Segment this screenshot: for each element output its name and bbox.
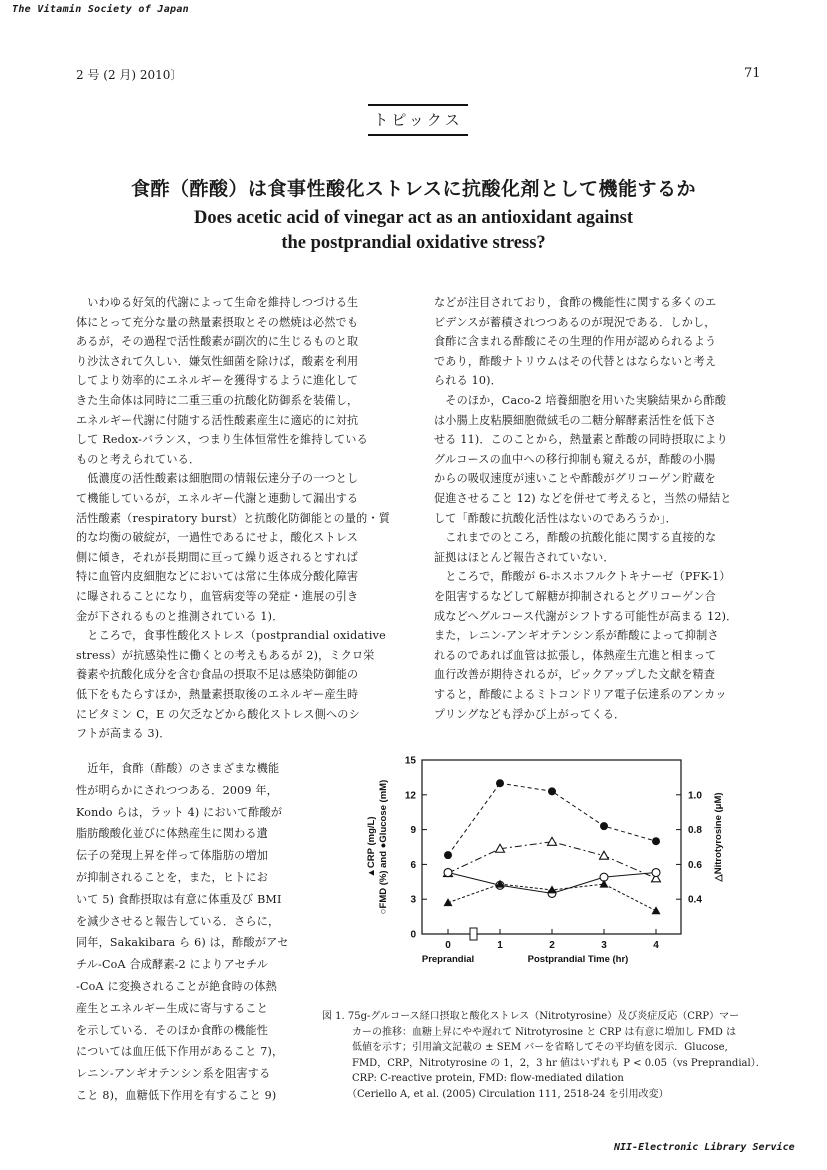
plot-frame xyxy=(422,760,681,934)
data-point-glucose xyxy=(652,837,660,845)
figure-1-chart xyxy=(360,750,730,980)
body-text-line: 食酢に含まれる酢酸にその生理的作用が認められるよう xyxy=(434,335,717,349)
body-text-line: 近年，食酢（酢酸）のさまざまな機能 xyxy=(76,762,280,775)
body-text-line: 低下をもたらすほか，熱量素摂取後のエネルギー産生時 xyxy=(76,688,359,701)
page-number: 71 xyxy=(744,66,761,81)
data-point-glucose xyxy=(600,822,608,830)
body-text-line: からの吸収速度が速いことや酢酸がグリコーゲン貯蔵を xyxy=(434,472,716,486)
data-point-crp xyxy=(444,898,453,906)
body-text-line: いて 5) 食酢摂取は有意に体重及び BMI xyxy=(76,892,282,906)
title-english-line: Does acetic acid of vinegar act as an antioxidant against xyxy=(193,208,633,228)
body-text-line: 活性酸素（respiratory burst）と抗酸化防御能との量的・質 xyxy=(76,511,391,525)
body-text-line: これまでのところ，酢酸の抗酸化能に関する直接的な xyxy=(434,531,717,545)
left-y-axis-label: ▲CRP (mg/L) xyxy=(366,816,377,878)
body-text-line: 証拠はほとんど報告されていない． xyxy=(434,550,615,564)
body-text-line: また，レニン-アンギオテンシン系が酢酸によって抑制さ xyxy=(434,629,719,643)
body-text-line: 伝子の発現上昇を伴って体脂肪の増加 xyxy=(76,849,268,863)
data-point-fmd xyxy=(444,869,452,877)
caption-line: CRP: C-reactive protein, FMD: flow-mediated dilation xyxy=(322,1073,624,1084)
left-y-tick-label: 12 xyxy=(404,790,416,802)
body-text-line: を阻害するなどして解糖が抑制されるとグリコーゲン合 xyxy=(434,590,716,603)
left-y-tick-label: 15 xyxy=(404,755,416,767)
x-tick-label: 1 xyxy=(497,940,503,951)
body-text-line: フトが高まる 3)． xyxy=(76,727,171,741)
body-text-line: いわゆる好気的代謝によって生命を維持しつづける生 xyxy=(76,296,359,309)
series-line-connector xyxy=(448,783,500,855)
body-text-line: り沙汰されて久しい．嫌気性細菌を除けば，酸素を利用 xyxy=(76,354,359,368)
body-text-line: に曝されることになり，血管病変等の発症・進展の引き xyxy=(76,590,359,603)
caption-line: 図 1. 75g-グルコース経口摂取と酸化ストレス（Nitrotyrosine）及び炎症反応（CRP）マー xyxy=(322,1011,740,1022)
body-text-line: せる 11)．このことから，熱量素と酢酸の同時摂取により xyxy=(434,433,728,447)
body-text-line: 金が下されるものと推測されている 1)． xyxy=(76,609,284,623)
body-text-line: にビタミン C，E の欠乏などから酸化ストレス側へのシ xyxy=(76,707,360,721)
body-text-line: すると，酢酸によるミトコンドリア電子伝達系のアンカッ xyxy=(434,688,727,701)
data-point-glucose xyxy=(444,851,452,859)
caption-line: （Ceriello A, et al. (2005) Circulation 111, 2518-24 を引用改変） xyxy=(322,1088,669,1100)
series-line xyxy=(500,884,656,911)
left-y-tick-label: 9 xyxy=(410,825,416,837)
x-group-label: Preprandial xyxy=(421,954,475,965)
series-line xyxy=(500,783,656,841)
society-header: The Vitamin Society of Japan xyxy=(12,4,189,15)
body-text-line: などが注目されており，食酢の機能性に関する多くのエ xyxy=(434,296,717,309)
body-text-line: 側に傾き，それが長期間に亘って繰り返されるとすれば xyxy=(76,550,358,564)
body-text-line: を示している．そのほか食酢の機能性 xyxy=(76,1023,268,1037)
right-y-tick-label: 0.6 xyxy=(688,859,702,871)
data-point-nitrotyrosine xyxy=(548,837,557,845)
x-tick-label: 3 xyxy=(601,940,607,951)
body-text-line: -CoA に変換されることが絶食時の体熱 xyxy=(76,980,277,993)
body-text-line: チル-CoA 合成酵素-2 によりアセチル xyxy=(76,958,268,972)
caption-line: カーの推移：血糖上昇にやや遅れて Nitrotyrosine と CRP は有意に増加し FMD は xyxy=(322,1026,737,1038)
body-text-line: Kondo らは，ラット 4) において酢酸が xyxy=(76,805,283,819)
right-y-tick-label: 0.4 xyxy=(688,894,702,906)
body-text-line: 血行改善が期待されるが，ピックアップした文献を精査 xyxy=(434,668,716,682)
body-text-line: については血圧低下作用があること 7)， xyxy=(76,1045,284,1059)
data-point-crp xyxy=(652,906,661,914)
data-point-glucose xyxy=(496,779,504,787)
body-text-line: 脂肪酸酸化並びに体熱産生に関わる遺 xyxy=(76,827,268,841)
right-y-axis-label: △Nitrotyrosine (μM) xyxy=(713,792,724,882)
title-english-line: the postprandial oxidative stress? xyxy=(281,233,546,253)
series-line-connector xyxy=(448,849,500,873)
body-text-line: は小腸上皮粘膜細胞微絨毛の二糖分解酵素活性を低下さ xyxy=(434,413,717,427)
axis-break-marker xyxy=(470,928,477,940)
body-text-line: 特に血管内皮細胞などにおいては常に生体成分酸化障害 xyxy=(76,570,359,584)
data-point-glucose xyxy=(548,787,556,795)
left-y-tick-label: 6 xyxy=(410,859,416,871)
body-text-line: られる 10)． xyxy=(434,374,502,388)
body-text-line: プリングなども浮かび上がってくる． xyxy=(434,707,626,721)
section-label: トピックス xyxy=(368,104,468,136)
body-text-line: エネルギー代謝に付随する活性酸素産生に適応的に対抗 xyxy=(76,413,359,427)
body-text-line: れるのであれば血管は拡張し，体熱産生亢進と相まって xyxy=(434,648,717,662)
caption-line: FMD，CRP，Nitrotyrosine の 1，2，3 hr 値はいずれも P < 0.05（vs Preprandial）． xyxy=(322,1057,766,1069)
left-y-tick-label: 3 xyxy=(410,894,416,906)
body-text-line: stress）が抗感染性に働くとの考えもあるが 2)，ミクロ栄 xyxy=(76,648,375,662)
body-text-line: ビデンスが蓄積されつつあるのが現況である．しかし， xyxy=(434,315,716,329)
caption-line: 低値を示す；引用論文記載の ± SEM バーを省略してその平均値を図示．Glucose, xyxy=(322,1042,728,1053)
body-text-line: 成などへグルコース代謝がシフトする可能性が高まる 12)． xyxy=(434,609,738,623)
body-text-line: であり，酢酸ナトリウムはその代替とはならないと考え xyxy=(434,354,717,368)
body-text-line: ところで，酢酸が 6-ホスホフルクトキナーゼ（PFK-1） xyxy=(434,570,731,584)
footer-service: NII-Electronic Library Service xyxy=(614,1142,795,1153)
body-text-line: グルコースの血中への移行抑制も窺えるが，酢酸の小腸 xyxy=(434,452,716,466)
series-line-connector xyxy=(448,873,500,886)
body-text-line: が抑制されることを，また，ヒトにお xyxy=(76,871,268,884)
body-text-line: 同年，Sakakibara ら 6) は，酢酸がアセ xyxy=(76,936,289,950)
x-tick-label: 4 xyxy=(653,940,659,951)
body-text-line: て機能しているが，エネルギー代謝と連動して漏出する xyxy=(76,492,359,505)
body-text-line: 促進させること 12) などを併せて考えると，当然の帰結と xyxy=(434,492,732,505)
data-point-fmd xyxy=(652,869,660,877)
body-text-line: してより効率的にエネルギーを獲得するように進化して xyxy=(76,374,359,388)
series-line-connector xyxy=(448,884,500,903)
title-japanese: 食酢（酢酸）は食事性酸化ストレスに抗酸化剤として機能するか xyxy=(131,178,696,200)
body-text-line: して Redox-バランス，つまり生体恒常性を維持している xyxy=(76,433,368,447)
x-tick-label: 0 xyxy=(445,940,451,951)
right-y-tick-label: 1.0 xyxy=(688,790,702,802)
body-text-line: きた生命体は同時に二重三重の抗酸化防御系を装備し， xyxy=(76,394,359,407)
series-line xyxy=(500,842,656,879)
body-text-line: して「酢酸に抗酸化活性はないのであろうか」． xyxy=(434,511,677,525)
issue-label: 2 号 (2 月) 2010〕 xyxy=(76,68,183,82)
body-text-line: 体にとって充分な量の熱量素摂取とその燃焼は必然でも xyxy=(76,315,359,329)
body-text-line: 低濃度の活性酸素は細胞間の情報伝達分子の一つとし xyxy=(76,472,359,486)
body-text-line: レニン-アンギオテンシン系を阻害する xyxy=(76,1067,271,1081)
body-text-line: そのほか，Caco-2 培養細胞を用いた実験結果から酢酸 xyxy=(434,394,727,407)
data-point-nitrotyrosine xyxy=(600,851,609,859)
right-y-tick-label: 0.8 xyxy=(688,825,702,837)
series-line xyxy=(500,873,656,894)
body-text-line: あるが，その過程で活性酸素が副次的に生じるものと取 xyxy=(76,335,359,349)
body-text-line: 養素や抗酸化成分を含む食品の摂取不足は感染防御能の xyxy=(76,668,359,682)
x-tick-label: 2 xyxy=(549,940,555,951)
body-text-line: 的な均衡の破綻が，一過性であるにせよ，酸化ストレス xyxy=(76,531,359,545)
x-group-label: Postprandial Time (hr) xyxy=(527,954,629,965)
data-point-crp xyxy=(600,880,609,888)
body-text-line: ところで，食事性酸化ストレス（postprandial oxidative xyxy=(76,629,386,643)
body-text-line: こと 8)，血糖低下作用を有すること 9) xyxy=(76,1089,277,1102)
body-text-line: 産生とエネルギー生成に寄与すること xyxy=(76,1001,268,1015)
body-text-line: ものと考えられている． xyxy=(76,452,201,466)
left-y-tick-label: 0 xyxy=(410,929,416,941)
body-text-line: 性が明らかにされつつある．2009 年， xyxy=(76,783,278,797)
left-y-axis-label: ○FMD (%) and ●Glucose (mM) xyxy=(378,779,389,915)
body-text-line: を減少させると報告している．さらに， xyxy=(76,914,280,928)
